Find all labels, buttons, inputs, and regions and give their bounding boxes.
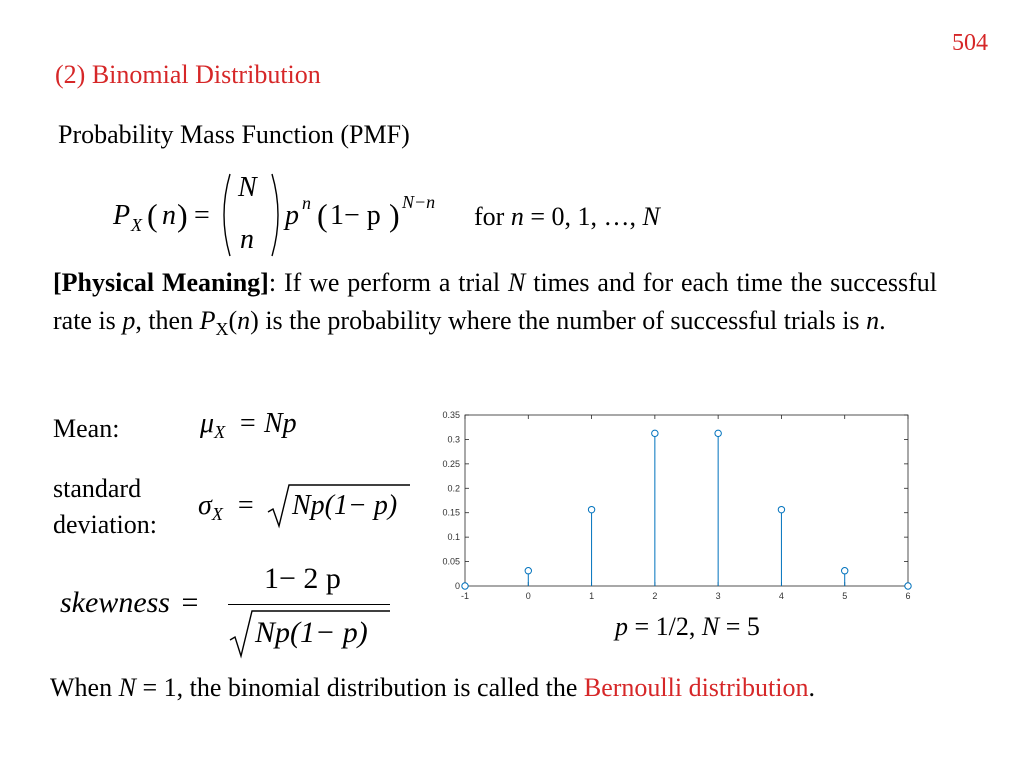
mean-formula: $\mu_X = Np$ xyxy=(200,408,297,442)
axes-box xyxy=(465,415,908,586)
x-tick-label: 6 xyxy=(905,591,911,601)
y-tick-label: 0 xyxy=(454,581,460,591)
pmf-paren-open: ( xyxy=(147,197,158,233)
physical-meaning-heading: [Physical Meaning] xyxy=(53,268,269,297)
pmf-paren2-open: ( xyxy=(317,197,328,233)
subtitle: Probability Mass Function (PMF) xyxy=(58,120,410,149)
pmf-lhs-sub: X xyxy=(131,215,142,235)
pmf-p-exp: n xyxy=(302,193,311,213)
y-tick-label: 0.05 xyxy=(442,556,460,567)
stem-marker xyxy=(588,506,594,512)
section-title: (2) Binomial Distribution xyxy=(55,60,321,89)
mean-label: Mean: xyxy=(53,414,120,443)
pmf-one-minus-p: 1− p xyxy=(330,200,381,231)
stem-marker xyxy=(652,430,658,436)
skewness-fraction-line xyxy=(228,604,390,605)
chart-caption: p = 1/2, N = 5 xyxy=(615,612,760,641)
stem-marker xyxy=(905,583,911,589)
stem-marker xyxy=(778,506,784,512)
y-tick-label: 0.3 xyxy=(447,434,460,445)
std-formula: $\sigma_X$ = xyxy=(198,490,254,524)
x-tick-label: -1 xyxy=(460,591,470,601)
pmf-p: p xyxy=(285,200,299,231)
page-number: 504 xyxy=(952,30,988,56)
y-tick-label: 0.25 xyxy=(442,458,460,469)
pmf-formula xyxy=(0,0,1024,260)
x-tick-label: 0 xyxy=(525,591,531,601)
x-tick-label: 1 xyxy=(589,591,595,601)
pmf-equals: = xyxy=(194,200,210,231)
pmf-lhs-p: P xyxy=(113,200,131,231)
x-tick-label: 4 xyxy=(778,591,784,601)
x-tick-label: 2 xyxy=(652,591,658,601)
binom-top: N xyxy=(238,172,257,203)
stem-marker xyxy=(462,583,468,589)
skewness-denominator: Np(1− p) xyxy=(255,616,368,649)
stem-marker xyxy=(715,430,721,436)
bernoulli-term: Bernoulli distribution xyxy=(583,673,809,702)
stem-marker xyxy=(525,568,531,574)
x-tick-label: 3 xyxy=(715,591,721,601)
std-radicand: Np(1− p) xyxy=(292,490,398,521)
y-tick-label: 0.2 xyxy=(447,483,460,494)
binom-bottom: n xyxy=(240,224,254,255)
pmf-paren-close: ) xyxy=(177,197,188,233)
pmf-stem-chart xyxy=(420,404,920,609)
stem-marker xyxy=(842,568,848,574)
y-tick-label: 0.1 xyxy=(447,532,460,543)
std-label: standard deviation: xyxy=(53,474,157,539)
physical-meaning: [Physical Meaning]: If we perform a trial N times and for each time the successful rate is p, then $P_X(n)$ is the probability where the number of successful trials is n. xyxy=(53,268,937,339)
skewness-numerator: 1− 2 p xyxy=(264,562,341,595)
pmf-paren2-close: ) xyxy=(389,197,400,233)
x-tick-label: 5 xyxy=(842,591,848,601)
pmf-exp2: N−n xyxy=(402,192,436,212)
stem-plot xyxy=(420,404,920,604)
footer-sentence: When N = 1, the binomial distribution is called the Bernoulli distribution. xyxy=(50,673,815,702)
pmf-lhs-arg: n xyxy=(162,200,176,231)
y-tick-label: 0.15 xyxy=(442,507,460,518)
y-tick-label: 0.35 xyxy=(442,410,460,420)
skewness-formula: skewness = xyxy=(60,586,199,619)
pmf-range: for n = 0, 1, …, N xyxy=(474,202,660,231)
